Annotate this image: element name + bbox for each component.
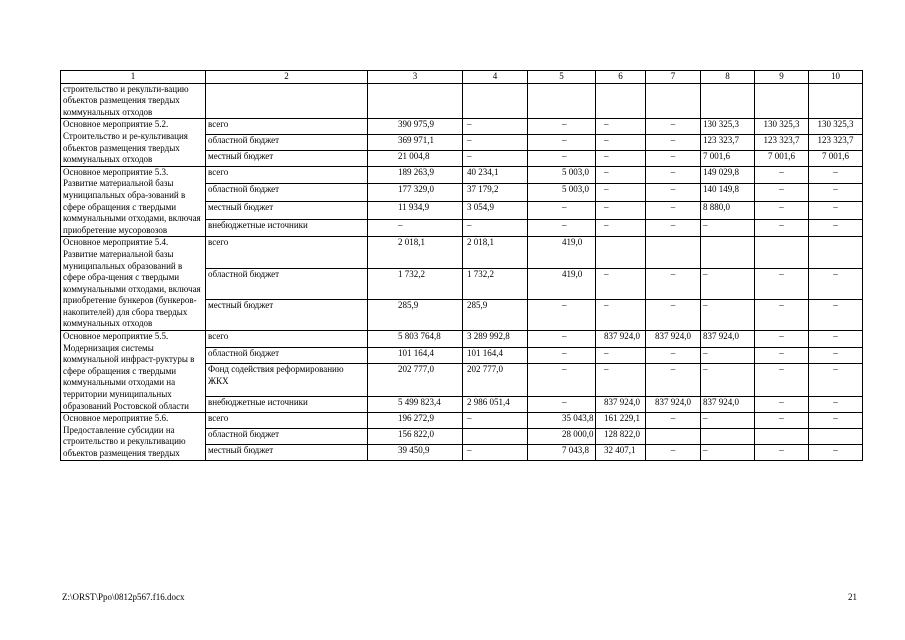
amount-cell: –	[809, 219, 863, 237]
amount-cell	[701, 237, 755, 268]
amount-cell: 35 043,8	[528, 413, 596, 429]
table-row	[61, 83, 863, 119]
amount-cell: 369 971,1	[368, 135, 463, 151]
amount-cell: –	[596, 202, 646, 220]
amount-cell: 202 777,0	[463, 364, 528, 396]
table-row	[61, 331, 863, 348]
amount-cell: 101 164,4	[463, 347, 528, 364]
amount-cell: –	[646, 364, 701, 396]
amount-cell: 37 179,2	[463, 184, 528, 202]
amount-cell: 1 732,2	[463, 268, 528, 299]
column-number-cell: 8	[701, 71, 755, 84]
amount-cell: 3 289 992,8	[463, 331, 528, 348]
amount-cell: 32 407,1	[596, 444, 646, 460]
amount-cell: 161 229,1	[596, 413, 646, 429]
amount-cell: 28 000,0	[528, 429, 596, 445]
activity-name-cell: строительство и рекульти-вацию объектов размещения твердых коммунальных отходов	[61, 83, 206, 119]
amount-cell: –	[463, 119, 528, 135]
amount-cell	[528, 83, 596, 119]
financing-table	[60, 70, 863, 461]
amount-cell: –	[596, 184, 646, 202]
funding-source-cell: областной бюджет	[206, 184, 368, 202]
amount-cell: –	[755, 219, 809, 237]
amount-cell: –	[646, 347, 701, 364]
column-number-cell: 7	[646, 71, 701, 84]
amount-cell: –	[646, 299, 701, 330]
funding-source-cell: местный бюджет	[206, 444, 368, 460]
amount-cell: –	[528, 364, 596, 396]
amount-cell: –	[646, 184, 701, 202]
amount-cell: 8 880,0	[701, 202, 755, 220]
amount-cell: –	[701, 299, 755, 330]
amount-cell: –	[646, 444, 701, 460]
amount-cell: –	[701, 444, 755, 460]
amount-cell: –	[809, 184, 863, 202]
amount-cell	[368, 83, 463, 119]
amount-cell	[646, 429, 701, 445]
amount-cell: –	[701, 268, 755, 299]
column-number-cell: 10	[809, 71, 863, 84]
amount-cell: –	[368, 219, 463, 237]
column-number-cell: 5	[528, 71, 596, 84]
funding-source-cell: областной бюджет	[206, 429, 368, 445]
amount-cell: –	[755, 166, 809, 184]
amount-cell: –	[596, 364, 646, 396]
amount-cell: –	[809, 268, 863, 299]
amount-cell: –	[755, 268, 809, 299]
amount-cell: –	[596, 219, 646, 237]
amount-cell: –	[646, 135, 701, 151]
amount-cell: 285,9	[463, 299, 528, 330]
amount-cell: 39 450,9	[368, 444, 463, 460]
amount-cell: –	[755, 184, 809, 202]
column-number-cell: 3	[368, 71, 463, 84]
amount-cell	[755, 83, 809, 119]
footer-page-number: 21	[848, 592, 857, 602]
funding-source-cell: всего	[206, 413, 368, 429]
amount-cell: –	[809, 166, 863, 184]
amount-cell: –	[809, 331, 863, 348]
amount-cell: 202 777,0	[368, 364, 463, 396]
amount-cell: 5 003,0	[528, 166, 596, 184]
funding-source-cell: всего	[206, 166, 368, 184]
amount-cell	[755, 429, 809, 445]
amount-cell: 5 803 764,8	[368, 331, 463, 348]
amount-cell: –	[809, 347, 863, 364]
column-number-cell: 9	[755, 71, 809, 84]
funding-source-cell: местный бюджет	[206, 202, 368, 220]
table-row	[61, 119, 863, 135]
amount-cell: 130 325,3	[755, 119, 809, 135]
activity-name-cell: Основное мероприятие 5.5. Модернизация системы коммунальной инфраст-руктуры в сфере обращения с твердыми коммунальными отходами на территории муниципальных образований Ростовской области	[61, 331, 206, 413]
amount-cell: –	[596, 150, 646, 166]
amount-cell: 2 018,1	[463, 237, 528, 268]
amount-cell: –	[809, 413, 863, 429]
funding-source-cell: областной бюджет	[206, 268, 368, 299]
amount-cell: 156 822,0	[368, 429, 463, 445]
amount-cell: –	[528, 219, 596, 237]
amount-cell: 3 054,9	[463, 202, 528, 220]
amount-cell: –	[646, 202, 701, 220]
amount-cell: –	[701, 413, 755, 429]
amount-cell: 837 924,0	[596, 396, 646, 413]
amount-cell: –	[463, 135, 528, 151]
funding-source-cell: внебюджетные источники	[206, 396, 368, 413]
amount-cell: 189 263,9	[368, 166, 463, 184]
amount-cell: –	[596, 135, 646, 151]
funding-source-cell: областной бюджет	[206, 347, 368, 364]
amount-cell: 196 272,9	[368, 413, 463, 429]
amount-cell: –	[528, 331, 596, 348]
activity-name-cell: Основное мероприятие 5.4. Развитие материальной базы муниципальных образований в сфере обра-щения с твердыми коммунальными отходами, включая приобретение бункеров (бункеров-накопителей) для сбора твердых коммунальных отходов	[61, 237, 206, 331]
amount-cell: –	[463, 413, 528, 429]
amount-cell	[701, 429, 755, 445]
funding-source-cell: местный бюджет	[206, 150, 368, 166]
amount-cell: 837 924,0	[646, 331, 701, 348]
amount-cell: –	[755, 444, 809, 460]
funding-source-cell: всего	[206, 119, 368, 135]
amount-cell: –	[701, 347, 755, 364]
amount-cell: –	[596, 119, 646, 135]
amount-cell: –	[646, 166, 701, 184]
column-number-cell: 6	[596, 71, 646, 84]
amount-cell: 130 325,3	[809, 119, 863, 135]
amount-cell: –	[646, 413, 701, 429]
amount-cell: –	[646, 150, 701, 166]
amount-cell: –	[646, 219, 701, 237]
amount-cell	[809, 237, 863, 268]
amount-cell: 130 325,3	[701, 119, 755, 135]
amount-cell: 128 822,0	[596, 429, 646, 445]
amount-cell: 837 924,0	[596, 331, 646, 348]
amount-cell: 837 924,0	[701, 331, 755, 348]
amount-cell: –	[596, 347, 646, 364]
amount-cell: –	[528, 150, 596, 166]
amount-cell: –	[701, 219, 755, 237]
amount-cell: –	[463, 219, 528, 237]
column-number-cell: 4	[463, 71, 528, 84]
amount-cell: 140 149,8	[701, 184, 755, 202]
amount-cell: 149 029,8	[701, 166, 755, 184]
amount-cell: –	[755, 413, 809, 429]
funding-source-cell: областной бюджет	[206, 135, 368, 151]
amount-cell: 7 001,6	[755, 150, 809, 166]
activity-name-cell: Основное мероприятие 5.6. Предоставление субсидии на строительство и рекультивацию объектов размещения твердых	[61, 413, 206, 460]
amount-cell: 123 323,7	[809, 135, 863, 151]
amount-cell: –	[755, 331, 809, 348]
footer-file-path: Z:\ORST\Ppo\0812p567.f16.docx	[62, 592, 185, 602]
column-number-cell: 2	[206, 71, 368, 84]
amount-cell: –	[528, 119, 596, 135]
amount-cell	[646, 237, 701, 268]
table-row	[61, 413, 863, 429]
funding-source-cell: Фонд содействия реформированию ЖКХ	[206, 364, 368, 396]
amount-cell: –	[646, 119, 701, 135]
amount-cell: –	[809, 299, 863, 330]
amount-cell	[463, 429, 528, 445]
amount-cell: –	[463, 150, 528, 166]
amount-cell: –	[528, 202, 596, 220]
amount-cell: –	[755, 299, 809, 330]
amount-cell: 7 001,6	[701, 150, 755, 166]
funding-source-cell	[206, 83, 368, 119]
amount-cell: –	[528, 347, 596, 364]
amount-cell	[646, 83, 701, 119]
amount-cell: –	[809, 364, 863, 396]
amount-cell: –	[528, 396, 596, 413]
amount-cell: –	[755, 364, 809, 396]
amount-cell: 5 499 823,4	[368, 396, 463, 413]
amount-cell: 11 934,9	[368, 202, 463, 220]
amount-cell: 419,0	[528, 237, 596, 268]
funding-source-cell: всего	[206, 331, 368, 348]
table-row	[61, 237, 863, 268]
amount-cell: 21 004,8	[368, 150, 463, 166]
amount-cell: 101 164,4	[368, 347, 463, 364]
amount-cell: 123 323,7	[701, 135, 755, 151]
amount-cell: –	[701, 364, 755, 396]
column-number-cell: 1	[61, 71, 206, 84]
funding-source-cell: внебюджетные источники	[206, 219, 368, 237]
amount-cell	[463, 83, 528, 119]
amount-cell: 2 986 051,4	[463, 396, 528, 413]
amount-cell: 419,0	[528, 268, 596, 299]
amount-cell: –	[463, 444, 528, 460]
amount-cell: 1 732,2	[368, 268, 463, 299]
amount-cell	[701, 83, 755, 119]
funding-source-cell: местный бюджет	[206, 299, 368, 330]
funding-source-cell: всего	[206, 237, 368, 268]
amount-cell: 2 018,1	[368, 237, 463, 268]
amount-cell: –	[596, 299, 646, 330]
amount-cell: –	[755, 396, 809, 413]
amount-cell	[809, 83, 863, 119]
amount-cell: –	[809, 396, 863, 413]
amount-cell: 837 924,0	[701, 396, 755, 413]
amount-cell: 5 003,0	[528, 184, 596, 202]
amount-cell: 123 323,7	[755, 135, 809, 151]
amount-cell: –	[528, 135, 596, 151]
activity-name-cell: Основное мероприятие 5.2. Строительство и ре-культивация объектов размещения твердых коммунальных отходов	[61, 119, 206, 166]
amount-cell: –	[528, 299, 596, 330]
table-row	[61, 166, 863, 184]
amount-cell	[755, 237, 809, 268]
amount-cell: 7 001,6	[809, 150, 863, 166]
amount-cell: –	[809, 444, 863, 460]
amount-cell	[596, 83, 646, 119]
amount-cell	[809, 429, 863, 445]
amount-cell: –	[646, 268, 701, 299]
amount-cell: –	[755, 202, 809, 220]
activity-name-cell: Основное мероприятие 5.3. Развитие материальной базы муниципальных обра-зований в сфере обращения с твердыми коммунальными отходами, включая приобретение мусоровозов	[61, 166, 206, 237]
amount-cell	[596, 237, 646, 268]
amount-cell: –	[809, 202, 863, 220]
amount-cell: –	[596, 268, 646, 299]
amount-cell: 40 234,1	[463, 166, 528, 184]
amount-cell: 7 043,8	[528, 444, 596, 460]
amount-cell: 177 329,0	[368, 184, 463, 202]
amount-cell: 837 924,0	[646, 396, 701, 413]
amount-cell: –	[596, 166, 646, 184]
amount-cell: 285,9	[368, 299, 463, 330]
amount-cell: 390 975,9	[368, 119, 463, 135]
amount-cell: –	[755, 347, 809, 364]
column-number-header	[61, 71, 863, 84]
